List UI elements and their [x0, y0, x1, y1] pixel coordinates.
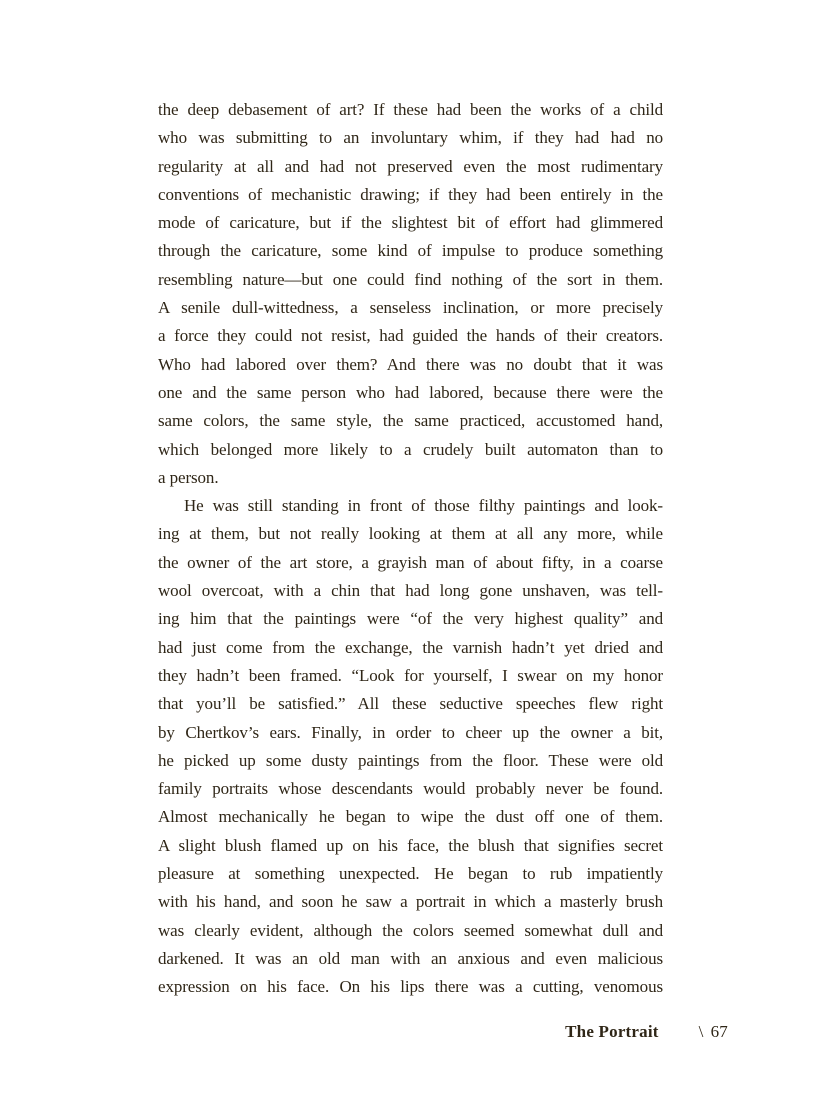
text-line: Almost mechanically he began to wipe the dust off one of them. — [158, 807, 663, 827]
text-line: family portraits whose descendants would probably never be found. — [158, 779, 663, 799]
text-line: Who had labored over them? And there was no doubt that it was — [158, 354, 663, 374]
text-line: A senile dull-wittedness, a senseless inclination, or more precisely — [158, 298, 663, 318]
text-line: he picked up some dusty paintings from the floor. These were old — [158, 750, 663, 770]
text-line: they hadn’t been framed. “Look for yourself, I swear on my honor — [158, 665, 663, 685]
text-line: was clearly evident, although the colors seemed somewhat dull and — [158, 920, 663, 940]
page-footer — [565, 1022, 728, 1042]
text-line: ing him that the paintings were “of the very highest quality” and — [158, 609, 663, 629]
text-line: expression on his face. On his lips there was a cutting, venomous — [158, 977, 663, 997]
text-line: a person. — [158, 467, 219, 487]
running-title: The Portrait — [565, 1022, 659, 1041]
text-line: conventions of mechanistic drawing; if they had been entirely in the — [158, 184, 663, 204]
text-line: who was submitting to an involuntary whim, if they had had no — [158, 128, 663, 148]
text-line: regularity at all and had not preserved even the most rudimentary — [158, 156, 663, 176]
text-line: ing at them, but not really looking at them at all any more, while — [158, 524, 663, 544]
text-line: He was still standing in front of those filthy paintings and look- — [184, 496, 663, 516]
text-line: pleasure at something unexpected. He began to rub impatiently — [158, 864, 663, 884]
text-line: resembling nature—but one could find nothing of the sort in them. — [158, 269, 663, 289]
text-line: a force they could not resist, had guided the hands of their creators. — [158, 326, 663, 346]
text-line: one and the same person who had labored, because there were the — [158, 382, 663, 402]
page-number: 67 — [710, 1022, 728, 1041]
text-line: A slight blush flamed up on his face, the blush that signifies secret — [158, 835, 663, 855]
text-line: the deep debasement of art? If these had been the works of a child — [158, 100, 663, 119]
text-line: same colors, the same style, the same practiced, accustomed hand, — [158, 411, 663, 431]
text-line: that you’ll be satisfied.” All these seductive speeches flew right — [158, 694, 663, 714]
text-line: through the caricature, some kind of impulse to produce something — [158, 241, 663, 261]
text-line: mode of caricature, but if the slightest bit of effort had glimmered — [158, 213, 663, 233]
page-text-block — [158, 96, 663, 1002]
text-line: with his hand, and soon he saw a portrait in which a masterly brush — [158, 892, 663, 912]
text-line: which belonged more likely to a crudely built automaton than to — [158, 439, 663, 459]
text-line: had just come from the exchange, the varnish hadn’t yet dried and — [158, 637, 663, 657]
footer-separator: \ — [698, 1022, 704, 1041]
text-line: wool overcoat, with a chin that had long gone unshaven, was tell- — [158, 581, 663, 601]
text-line: by Chertkov’s ears. Finally, in order to cheer up the owner a bit, — [158, 722, 663, 742]
text-line: darkened. It was an old man with an anxious and even malicious — [158, 948, 663, 968]
text-line: the owner of the art store, a grayish man of about fifty, in a coarse — [158, 552, 663, 572]
page-marker — [699, 1022, 728, 1042]
